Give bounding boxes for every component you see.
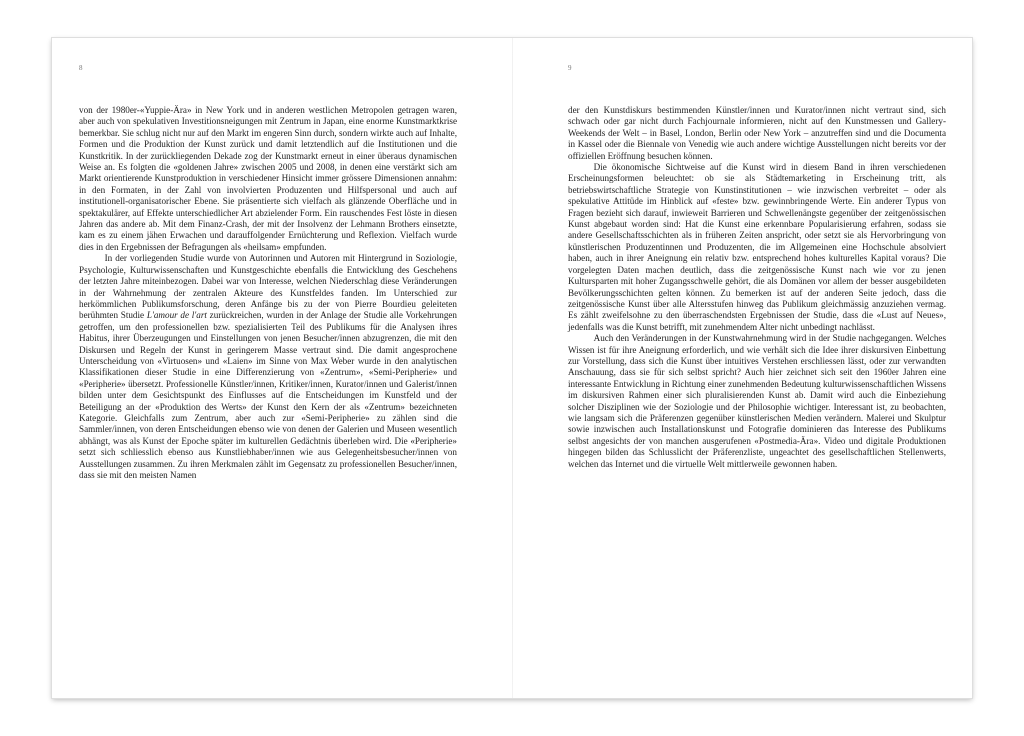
- left-page-number: 8: [79, 64, 83, 72]
- right-paragraph-2: Die ökonomische Sichtweise auf die Kunst wird in diesem Band in ihren verschiedenen Erscheinungsformen beleuchtet: ob sie als Städtemarketing in Erscheinung tritt, als betriebswirtschaftliche Strategie von Kunstinstitutionen – wie inzwischen verbreitet – oder als spekulative Attitüde im Hinblick auf «feste» bzw. gewinnbringende Werte. Ein anderer Typus von Fragen bezieht sich darauf, inwieweit Barrieren und Schwellenängste gegenüber der zeitgenössischen Kunst abgebaut worden sind: Hat die Kunst eine erkennbare Popularisierung erfahren, sodass sie andere Gesellschaftsschichten als in früheren Zeiten anspricht, oder setzt sie als Hervorbringung von künstlerischen Produzentinnen und Produzenten, die im Allgemeinen eine Hochschule absolviert haben, auch in ihrer Aneignung ein relativ bzw. entsprechend hohes kulturelles Kapital voraus? Die vorgelegten Daten machen deutlich, dass die zeitgenössische Kunst nach wie vor zu jenen Kultursparten mit hoher Zugangsschwelle gehört, die als Domänen vor allem der besser ausgebildeten Bevölkerungsschichten gelten können. Zu bemerken ist auf der anderen Seite jedoch, dass die zeitgenössische Kunst über alle Altersstufen hinweg das Publikum gleichmässig anzuziehen vermag. Es zählt zweifelsohne zu den überraschendsten Ergebnissen der Studie, dass die «Lust auf Neues», jedenfalls was die Kunst betrifft, mit zunehmendem Alter nicht unbedingt nachlässt.: [568, 162, 946, 332]
- left-paragraph-2-part-2: zurückreichen, wurden in der Anlage der Studie alle Vorkehrungen getroffen, um den professionellen bzw. spezialisierten Teil des Publikums für die Analysen ihres Habitus, ihrer Überzeugungen und Einstellungen von jenen Besucher/innen abzugrenzen, die mit den Diskursen und Regeln der Kunst in geringerem Masse vertraut sind. Die damit angesprochene Unterscheidung von «Virtuosen» und «Laien» im Sinne von Max Weber wurde in den analytischen Klassifikationen dieser Studie in eine Differenzierung von «Zentrum», «Semi-Peripherie» und «Peripherie» übersetzt. Professionelle Künstler/innen, Kritiker/innen, Kurator/innen und Galerist/innen bilden unter dem Gesichtspunkt des Einflusses auf die Entscheidungen im Kunstfeld und der Beteiligung an der «Produktion des Werts» der Kunst den Kern der als «Zentrum» bezeichneten Kategorie. Gleichfalls zum Zentrum, aber auch zur «Semi-Peripherie» zu zählen sind die Sammler/innen, von deren Entscheidungen ebenso wie von denen der Galerien und Museen wesentlich abhängt, was als Kunst der Epoche später im kulturellen Gedächtnis überleben wird. Die «Peripherie» setzt sich schliesslich ebenso aus Kunstliebhaber/innen wie aus Gelegenheitsbesucher/innen von Ausstellungen zusammen. Zu ihren Merkmalen zählt im Gegensatz zu professionellen Besucher/innen, dass sie mit den meisten Namen: [79, 310, 457, 480]
- left-paragraph-2-part-1: In der vorliegenden Studie wurde von Autorinnen und Autoren mit Hintergrund in Soziologie, Psychologie, Kulturwissenschaften und Kunstgeschichte ebenfalls die Entwicklung des Geschehens der letzten Jahre miteinbezogen. Dabei war von Interesse, welchen Niederschlag diese Veränderungen in der Wahrnehmung der zentralen Akteure des Kunstfeldes fanden. Im Unterschied zur herkömmlichen Publikumsforschung, deren Anfänge bis zu der von Pierre Bourdieu geleiteten berühmten Studie: [79, 253, 457, 321]
- left-page-text: [79, 105, 457, 481]
- right-paragraph-1: der den Kunstdiskurs bestimmenden Künstler/innen und Kurator/innen nicht vertraut sind, sich schwach oder gar nicht durch Fachjournale informieren, nicht auf den Kunstmessen und Gallery-Weekends der Welt – in Basel, London, Berlin oder New York – anzutreffen sind und die Documenta in Kassel oder die Biennale von Venedig wie auch andere wichtige Ausstellungen nicht bereits vor der offiziellen Eröffnung besuchen können.: [568, 105, 946, 161]
- book-gutter: [512, 38, 513, 698]
- right-page-number: 9: [568, 64, 572, 72]
- left-paragraph-1: von der 1980er-«Yuppie-Ära» in New York und in anderen westlichen Metropolen getragen waren, aber auch von spekulativen Investitionsneigungen mit Zentrum in Japan, eine enorme Kunstmarktkrise bemerkbar. Sie schlug nicht nur auf den Markt im engeren Sinn durch, sondern wirkte auch auf Inhalte, Formen und die Produktion der Kunst zurück und damit letztendlich auf die Institutionen und die Kunstkritik. In der zurückliegenden Dekade zog der Kunstmarkt erneut in einer überaus dynamischen Weise an. Es folgten die «goldenen Jahre» zwischen 2005 und 2008, in denen eine verstärkt sich am Markt orientierende Kunstproduktion in verschiedener Hinsicht immer grössere Dimensionen annahm: in den Formaten, in der Zahl von involvierten Produzenten und Hilfspersonal und auch auf institutionell-organisatorischer Ebene. Sie präsentierte sich vielfach als glänzende Oberfläche und in spektakulärer, auf Effekte unterschiedlicher Art abzielender Form. Ein rauschendes Fest löste in diesen Jahren das andere ab. Mit dem Finanz-Crash, der mit der Insolvenz der Lehmann Brothers einsetzte, kam es zu einem jähen Erwachen und darauffolgender Ernüchterung und Reflexion. Vielfach wurde dies in den Ergebnissen der Befragungen als «heilsam» empfunden.: [79, 105, 457, 252]
- right-page-text: [568, 105, 946, 470]
- book-title-citation: L'amour de l'art: [146, 310, 207, 321]
- right-paragraph-3: Auch den Veränderungen in der Kunstwahrnehmung wird in der Studie nachgegangen. Welches Wissen ist für ihre Aneignung erforderlich, und wie verhält sich die Idee ihrer diskursiven Einbettung zur Vorstellung, dass sich die Kunst über intuitives Verstehen erschliessen lässt, oder zur verwandten Anschauung, dass sie für sich selbst spricht? Auch hier zeichnet sich seit den 1960er Jahren eine interessante Entwicklung in Richtung einer zunehmenden Bedeutung kulturwissenschaftlichen Wissens im diskursiven Rahmen einer sich pluralisierenden Kunst ab. Damit wird auch die Einbeziehung solcher Disziplinen wie der Soziologie und der Philosophie wichtiger. Interessant ist, zu beobachten, wie langsam sich die Präferenzen gegenüber künstlerischen Medien verändern. Malerei und Skulptur sowie inzwischen auch Installationskunst und Fotografie dominieren das Interesse des Publikums selbst angesichts der von manchen ausgerufenen «Postmedia-Ära». Video und digitale Produktionen hingegen bilden das Schlusslicht der Präferenzliste, ungeachtet des gesellschaftlichen Stellenwerts, welchen das Internet und die virtuelle Welt mittlerweile gewonnen haben.: [568, 333, 946, 469]
- book-spread: [52, 38, 972, 698]
- left-paragraph-2: [79, 253, 457, 481]
